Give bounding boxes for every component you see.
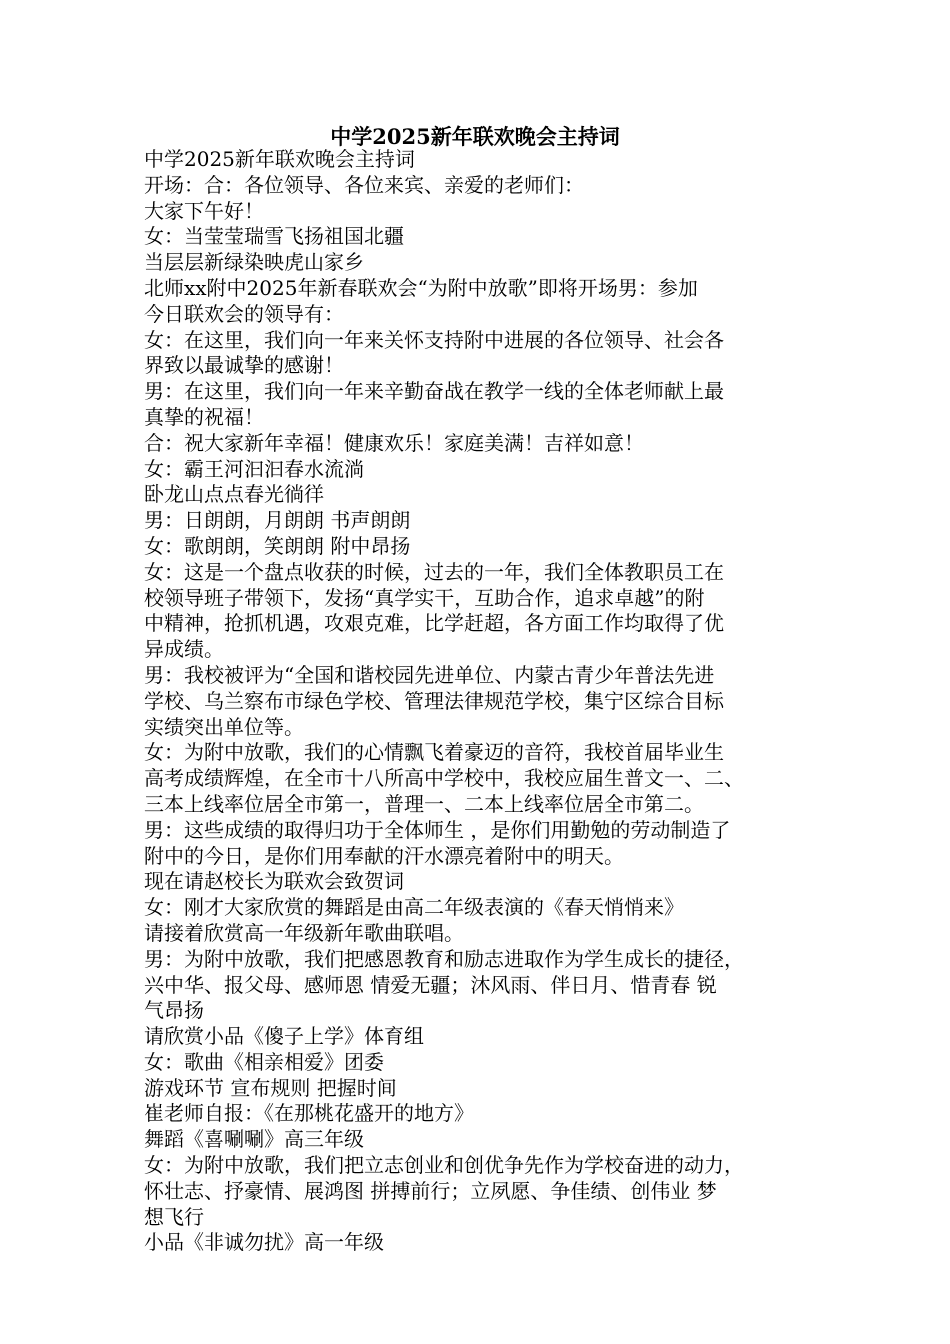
text-line: 现在请赵校长为联欢会致贺词 (144, 869, 404, 894)
text-line: 附中的今日，是你们用奉献的汗水漂亮着附中的明天。 (144, 843, 624, 868)
text-line: 兴中华、报父母、感师恩 情爱无疆；沐风雨、伴日月、惜青春 锐 (144, 972, 717, 997)
text-line: 中精神，抢抓机遇，攻艰克难，比学赶超，各方面工作均取得了优 (144, 611, 724, 636)
document-body (144, 147, 812, 1256)
text-line: 实绩突出单位等。 (144, 714, 304, 739)
text-line: 北师xx附中2025年新春联欢会“为附中放歌”即将开场男：参加 (144, 275, 698, 300)
text-line: 学校、乌兰察布市绿色学校、管理法律规范学校，集宁区综合目标 (144, 688, 724, 713)
text-line: 真挚的祝福！ (144, 404, 264, 429)
text-line: 女：霸王河汩汩春水流淌 (144, 456, 364, 481)
text-line: 男：日朗朗，月朗朗 书声朗朗 (144, 508, 411, 533)
text-line: 请接着欣赏高一年级新年歌曲联唱。 (144, 920, 464, 945)
text-line: 舞蹈《喜唰唰》高三年级 (144, 1127, 364, 1152)
text-line: 界致以最诚挚的感谢！ (144, 353, 344, 378)
text-line: 开场：合：各位领导、各位来宾、亲爱的老师们： (144, 172, 584, 197)
text-line: 今日联欢会的领导有： (144, 301, 344, 326)
text-line: 气昂扬 (144, 998, 204, 1023)
text-line: 女：歌曲《相亲相爱》团委 (144, 1049, 384, 1074)
text-line: 高考成绩辉煌，在全市十八所高中学校中，我校应届生普文一、二、 (144, 766, 744, 791)
text-line: 小品《非诚勿扰》高一年级 (144, 1230, 384, 1255)
text-line: 卧龙山点点春光徜徉 (144, 482, 324, 507)
text-line: 怀壮志、抒豪情、展鸿图 拼搏前行；立夙愿、争佳绩、创伟业 梦 (144, 1178, 717, 1203)
text-line: 当层层新绿染映虎山家乡 (144, 250, 364, 275)
text-line: 男：为附中放歌，我们把感恩教育和励志进取作为学生成长的捷径， (144, 946, 744, 971)
text-line: 请欣赏小品《傻子上学》体育组 (144, 1024, 424, 1049)
text-line: 中学2025新年联欢晚会主持词 (144, 147, 415, 171)
text-line: 女：为附中放歌，我们把立志创业和创优争先作为学校奋进的动力， (144, 1153, 744, 1178)
text-line: 合：祝大家新年幸福！健康欢乐！家庭美满！吉祥如意！ (144, 430, 644, 455)
text-line: 男：这些成绩的取得归功于全体师生 ，是你们用勤勉的劳动制造了 (144, 817, 731, 842)
document-title: 中学2025新年联欢晚会主持词 (330, 124, 620, 149)
text-line: 女：这是一个盘点收获的时候，过去的一年，我们全体教职员工在 (144, 559, 724, 584)
text-line: 男：在这里，我们向一年来辛勤奋战在教学一线的全体老师献上最 (144, 379, 724, 404)
text-line: 女：在这里，我们向一年来关怀支持附中进展的各位领导、社会各 (144, 327, 724, 352)
text-line: 想飞行 (144, 1204, 204, 1229)
text-line: 崔老师自报：《在那桃花盛开的地方》 (144, 1101, 474, 1126)
text-line: 女：为附中放歌，我们的心情飘飞着豪迈的音符，我校首届毕业生 (144, 740, 724, 765)
text-line: 女：当莹莹瑞雪飞扬祖国北疆 (144, 224, 404, 249)
text-line: 三本上线率位居全市第一，普理一、二本上线率位居全市第二。 (144, 791, 704, 816)
text-line: 异成绩。 (144, 637, 224, 662)
text-line: 女：刚才大家欣赏的舞蹈是由高二年级表演的《春天悄悄来》 (144, 895, 684, 920)
text-line: 校领导班子带领下，发扬“真学实干，互助合作，追求卓越”的附 (144, 585, 705, 610)
text-line: 男：我校被评为“全国和谐校园先进单位、内蒙古青少年普法先进 (144, 662, 715, 687)
text-line: 大家下午好！ (144, 198, 264, 223)
text-line: 游戏环节 宣布规则 把握时间 (144, 1075, 397, 1100)
text-line: 女：歌朗朗，笑朗朗 附中昂扬 (144, 533, 411, 558)
